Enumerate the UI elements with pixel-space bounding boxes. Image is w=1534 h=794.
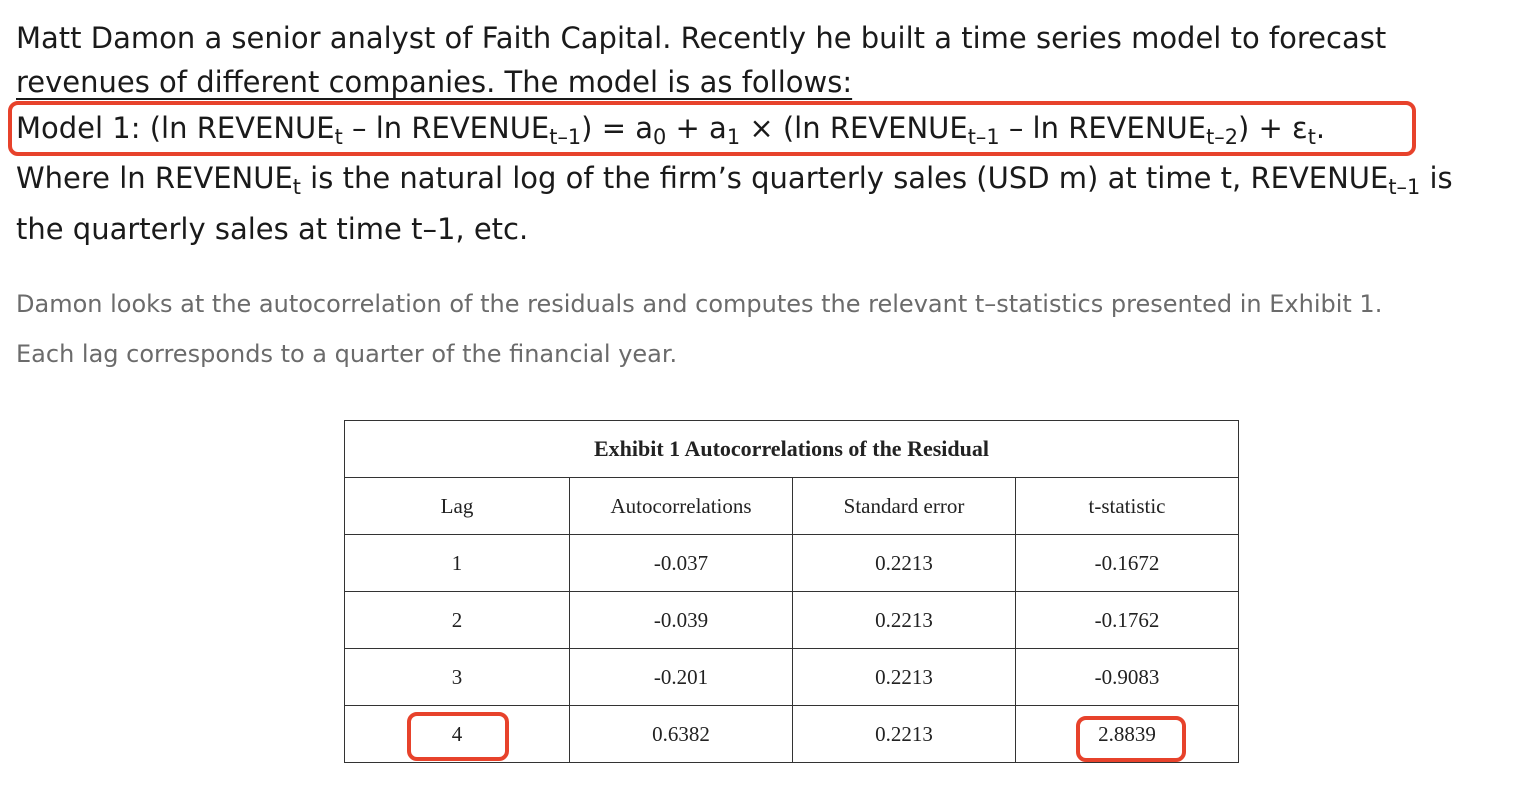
cell-standard-error: 0.2213: [793, 649, 1016, 706]
table-header-row: [345, 478, 1239, 535]
eq-text: + a: [666, 111, 727, 145]
model-label: Model 1:: [16, 111, 141, 145]
eq-sub: 1: [726, 124, 741, 149]
intro-line-1: Matt Damon a senior analyst of Faith Capital. Recently he built a time series model to forecast: [16, 21, 1387, 55]
table-row: [345, 649, 1239, 706]
cell-autocorrelation: -0.039: [570, 592, 793, 649]
eq-sub: 0: [653, 124, 667, 149]
where-text: Where ln REVENUE: [16, 161, 293, 195]
cell-autocorrelation: 0.6382: [570, 706, 793, 763]
eq-text: ) + ε: [1238, 111, 1308, 145]
cell-autocorrelation: -0.037: [570, 535, 793, 592]
eq-text: .: [1315, 111, 1326, 145]
model-highlight-box: [8, 101, 1416, 156]
table-caption-row: [345, 421, 1239, 478]
context-line-1: Damon looks at the autocorrelation of the residuals and computes the relevant t–statistics presented in Exhibit 1.: [16, 290, 1383, 318]
cell-t-statistic: -0.1762: [1016, 592, 1239, 649]
cell-t-statistic: -0.9083: [1016, 649, 1239, 706]
eq-text: – ln REVENUE: [342, 111, 550, 145]
exhibit-title: Exhibit 1 Autocorrelations of the Residual: [345, 421, 1239, 478]
intro-line-5: the quarterly sales at time t–1, etc.: [16, 212, 529, 246]
intro-line-2: revenues of different companies. The model is as follows:: [16, 65, 853, 99]
header-lag: Lag: [345, 478, 570, 535]
header-autocorrelations: Autocorrelations: [570, 478, 793, 535]
cell-t-statistic: -0.1672: [1016, 535, 1239, 592]
header-standard-error: Standard error: [793, 478, 1016, 535]
eq-sub: t: [334, 124, 343, 149]
where-line: [16, 161, 1453, 199]
where-text: is the natural log of the firm’s quarterly sales (USD m) at time t, REVENUE: [300, 161, 1389, 195]
eq-text: (ln REVENUE: [149, 111, 335, 145]
header-t-statistic: t-statistic: [1016, 478, 1239, 535]
context-line-2: Each lag corresponds to a quarter of the financial year.: [16, 340, 678, 368]
cell-lag: 2: [345, 592, 570, 649]
eq-sub: t–2: [1206, 124, 1238, 149]
cell-autocorrelation: -0.201: [570, 649, 793, 706]
cell-lag: 3: [345, 649, 570, 706]
eq-sub: t–1: [967, 124, 1000, 149]
where-sub: t–1: [1388, 174, 1421, 199]
cell-standard-error: 0.2213: [793, 535, 1016, 592]
eq-text: ) = a: [581, 111, 653, 145]
cell-t-statistic: 2.8839: [1016, 706, 1239, 763]
lag-4-highlight-box: [407, 712, 509, 761]
cell-standard-error: 0.2213: [793, 592, 1016, 649]
cell-lag: 4: [345, 706, 570, 763]
where-text: is: [1420, 161, 1453, 195]
cell-lag: 1: [345, 535, 570, 592]
eq-text: × (ln REVENUE: [740, 111, 968, 145]
where-sub: t: [292, 174, 301, 199]
eq-text: – ln REVENUE: [999, 111, 1207, 145]
eq-sub: t–1: [549, 124, 582, 149]
t-statistic-highlight-box: [1076, 716, 1186, 762]
table-row: [345, 592, 1239, 649]
table-row: [345, 535, 1239, 592]
eq-sub: t: [1307, 124, 1316, 149]
cell-standard-error: 0.2213: [793, 706, 1016, 763]
